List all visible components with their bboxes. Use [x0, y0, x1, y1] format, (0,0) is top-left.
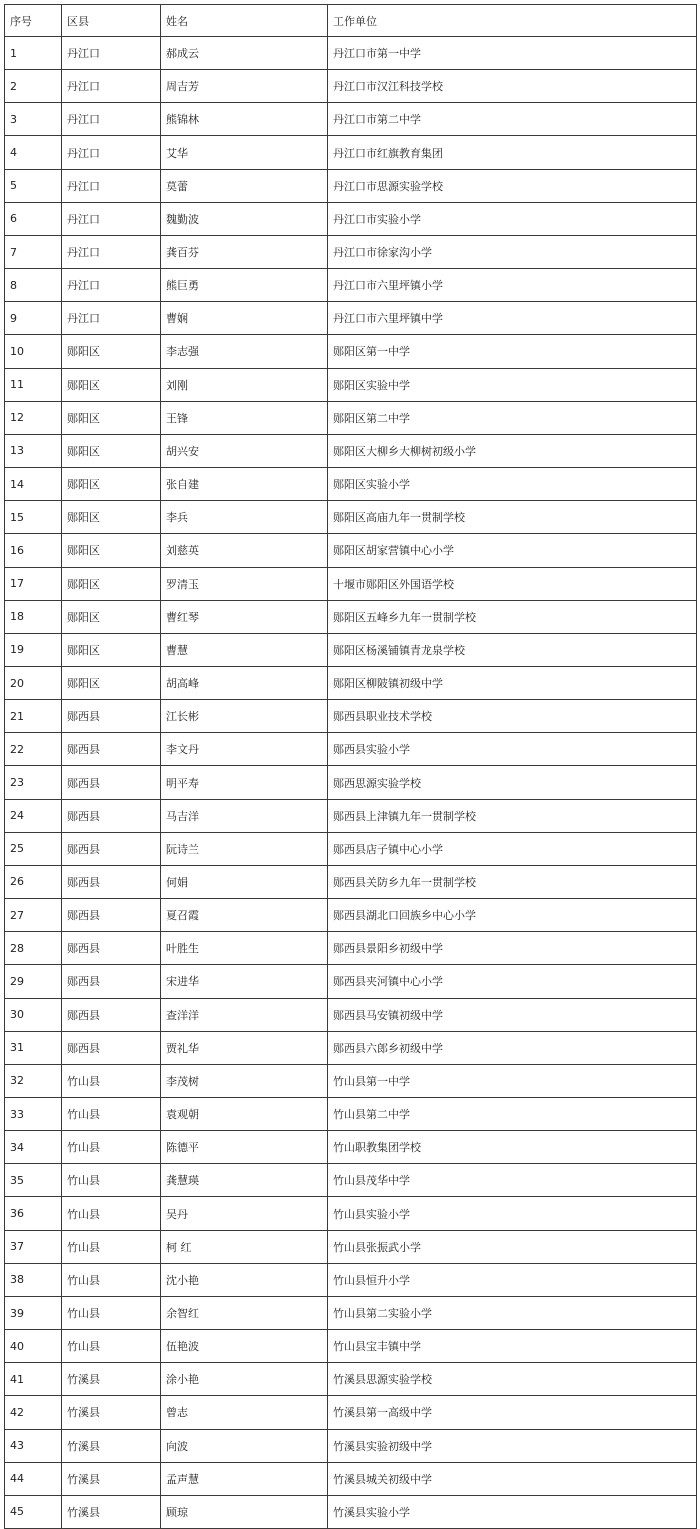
- row-index-cell: 19: [5, 633, 62, 666]
- table-row: [5, 633, 697, 666]
- table-row: [5, 1296, 697, 1329]
- district-cell: 竹溪县: [62, 1396, 161, 1429]
- district-cell: 丹江口: [62, 269, 161, 302]
- district-cell: 郧西县: [62, 865, 161, 898]
- district-cell: 竹溪县: [62, 1363, 161, 1396]
- table-row: [5, 600, 697, 633]
- table-row: [5, 799, 697, 832]
- workplace-cell: 竹山县实验小学: [328, 1197, 697, 1230]
- workplace-cell: 郧阳区胡家营镇中心小学: [328, 534, 697, 567]
- district-cell: 郧阳区: [62, 368, 161, 401]
- row-index-cell: 33: [5, 1098, 62, 1131]
- district-cell: 丹江口: [62, 37, 161, 70]
- district-cell: 竹山县: [62, 1064, 161, 1097]
- table-row: [5, 932, 697, 965]
- row-index-cell: 21: [5, 700, 62, 733]
- district-cell: 竹山县: [62, 1098, 161, 1131]
- district-cell: 郧西县: [62, 733, 161, 766]
- row-index-cell: 7: [5, 235, 62, 268]
- name-cell: 莫蕾: [161, 169, 328, 202]
- name-cell: 曹红琴: [161, 600, 328, 633]
- row-index-cell: 36: [5, 1197, 62, 1230]
- district-cell: 竹溪县: [62, 1495, 161, 1528]
- name-cell: 艾华: [161, 136, 328, 169]
- workplace-cell: 郧阳区第一中学: [328, 335, 697, 368]
- row-index-cell: 13: [5, 434, 62, 467]
- workplace-cell: 郧西县职业技术学校: [328, 700, 697, 733]
- name-cell: 熊锦林: [161, 103, 328, 136]
- name-cell: 胡兴安: [161, 434, 328, 467]
- table-row: [5, 1230, 697, 1263]
- row-index-cell: 37: [5, 1230, 62, 1263]
- name-cell: 涂小艳: [161, 1363, 328, 1396]
- name-cell: 向波: [161, 1429, 328, 1462]
- name-cell: 曾志: [161, 1396, 328, 1429]
- table-row: [5, 368, 697, 401]
- district-cell: 郧西县: [62, 965, 161, 998]
- district-cell: 郧西县: [62, 766, 161, 799]
- workplace-cell: 竹溪县实验小学: [328, 1495, 697, 1528]
- name-cell: 郝成云: [161, 37, 328, 70]
- district-cell: 郧阳区: [62, 666, 161, 699]
- workplace-cell: 丹江口市六里坪镇小学: [328, 269, 697, 302]
- district-cell: 竹山县: [62, 1230, 161, 1263]
- row-index-cell: 23: [5, 766, 62, 799]
- row-index-cell: 16: [5, 534, 62, 567]
- workplace-cell: 郧阳区杨溪铺镇青龙泉学校: [328, 633, 697, 666]
- workplace-cell: 丹江口市实验小学: [328, 202, 697, 235]
- name-cell: 孟声慧: [161, 1462, 328, 1495]
- district-cell: 郧西县: [62, 932, 161, 965]
- district-cell: 丹江口: [62, 302, 161, 335]
- name-cell: 宋进华: [161, 965, 328, 998]
- name-cell: 刘慈英: [161, 534, 328, 567]
- table-row: [5, 766, 697, 799]
- district-cell: 郧阳区: [62, 534, 161, 567]
- workplace-cell: 丹江口市第二中学: [328, 103, 697, 136]
- workplace-cell: 郧西县湖北口回族乡中心小学: [328, 899, 697, 932]
- name-cell: 柯 红: [161, 1230, 328, 1263]
- workplace-cell: 郧西县六郎乡初级中学: [328, 1031, 697, 1064]
- name-cell: 曹慧: [161, 633, 328, 666]
- row-index-cell: 8: [5, 269, 62, 302]
- name-cell: 王锋: [161, 401, 328, 434]
- table-row: [5, 1330, 697, 1363]
- row-index-cell: 39: [5, 1296, 62, 1329]
- district-cell: 丹江口: [62, 103, 161, 136]
- workplace-cell: 竹山县第二中学: [328, 1098, 697, 1131]
- workplace-cell: 丹江口市思源实验学校: [328, 169, 697, 202]
- workplace-cell: 郧西县景阳乡初级中学: [328, 932, 697, 965]
- name-cell: 叶胜生: [161, 932, 328, 965]
- table-row: [5, 401, 697, 434]
- table-row: [5, 865, 697, 898]
- row-index-cell: 15: [5, 501, 62, 534]
- row-index-cell: 29: [5, 965, 62, 998]
- workplace-cell: 丹江口市第一中学: [328, 37, 697, 70]
- district-cell: 郧西县: [62, 700, 161, 733]
- row-index-cell: 4: [5, 136, 62, 169]
- row-index-cell: 26: [5, 865, 62, 898]
- table-header-row: [5, 5, 697, 37]
- name-cell: 曹娴: [161, 302, 328, 335]
- name-cell: 吴丹: [161, 1197, 328, 1230]
- row-index-cell: 20: [5, 666, 62, 699]
- district-cell: 竹溪县: [62, 1462, 161, 1495]
- table-row: [5, 269, 697, 302]
- workplace-cell: 郧西县上津镇九年一贯制学校: [328, 799, 697, 832]
- workplace-cell: 竹溪县实验初级中学: [328, 1429, 697, 1462]
- district-cell: 郧阳区: [62, 335, 161, 368]
- row-index-cell: 24: [5, 799, 62, 832]
- table-row: [5, 302, 697, 335]
- header-workplace: 工作单位: [328, 5, 697, 37]
- district-cell: 郧阳区: [62, 501, 161, 534]
- row-index-cell: 2: [5, 70, 62, 103]
- district-cell: 郧西县: [62, 799, 161, 832]
- row-index-cell: 3: [5, 103, 62, 136]
- workplace-cell: 竹溪县思源实验学校: [328, 1363, 697, 1396]
- table-row: [5, 832, 697, 865]
- name-cell: 马吉洋: [161, 799, 328, 832]
- row-index-cell: 42: [5, 1396, 62, 1429]
- table-body: [5, 37, 697, 1529]
- table-row: [5, 70, 697, 103]
- header-index: 序号: [5, 5, 62, 37]
- district-cell: 郧西县: [62, 1031, 161, 1064]
- district-cell: 丹江口: [62, 136, 161, 169]
- row-index-cell: 17: [5, 567, 62, 600]
- workplace-cell: 丹江口市六里坪镇中学: [328, 302, 697, 335]
- name-cell: 查洋洋: [161, 998, 328, 1031]
- district-cell: 竹山县: [62, 1164, 161, 1197]
- row-index-cell: 40: [5, 1330, 62, 1363]
- row-index-cell: 11: [5, 368, 62, 401]
- name-cell: 魏勤波: [161, 202, 328, 235]
- workplace-cell: 丹江口市红旗教育集团: [328, 136, 697, 169]
- district-cell: 郧阳区: [62, 434, 161, 467]
- row-index-cell: 45: [5, 1495, 62, 1528]
- row-index-cell: 1: [5, 37, 62, 70]
- row-index-cell: 6: [5, 202, 62, 235]
- workplace-cell: 郧西县马安镇初级中学: [328, 998, 697, 1031]
- row-index-cell: 32: [5, 1064, 62, 1097]
- table-row: [5, 1098, 697, 1131]
- table-row: [5, 1462, 697, 1495]
- row-index-cell: 22: [5, 733, 62, 766]
- workplace-cell: 竹山县第二实验小学: [328, 1296, 697, 1329]
- table-row: [5, 1495, 697, 1528]
- workplace-cell: 十堰市郧阳区外国语学校: [328, 567, 697, 600]
- name-cell: 阮诗兰: [161, 832, 328, 865]
- name-cell: 明平寿: [161, 766, 328, 799]
- table-row: [5, 434, 697, 467]
- workplace-cell: 竹山县宝丰镇中学: [328, 1330, 697, 1363]
- table-row: [5, 1064, 697, 1097]
- name-cell: 夏召霞: [161, 899, 328, 932]
- table-row: [5, 1197, 697, 1230]
- district-cell: 竹山县: [62, 1131, 161, 1164]
- district-cell: 丹江口: [62, 70, 161, 103]
- workplace-cell: 竹山县茂华中学: [328, 1164, 697, 1197]
- name-cell: 龚百芬: [161, 235, 328, 268]
- row-index-cell: 34: [5, 1131, 62, 1164]
- workplace-cell: 竹山职教集团学校: [328, 1131, 697, 1164]
- workplace-cell: 竹溪县城关初级中学: [328, 1462, 697, 1495]
- workplace-cell: 丹江口市汉江科技学校: [328, 70, 697, 103]
- name-cell: 袁观朝: [161, 1098, 328, 1131]
- table-row: [5, 1363, 697, 1396]
- table-row: [5, 1263, 697, 1296]
- name-cell: 李文丹: [161, 733, 328, 766]
- row-index-cell: 43: [5, 1429, 62, 1462]
- workplace-cell: 竹山县第一中学: [328, 1064, 697, 1097]
- row-index-cell: 27: [5, 899, 62, 932]
- district-cell: 郧阳区: [62, 401, 161, 434]
- table-row: [5, 567, 697, 600]
- table-row: [5, 700, 697, 733]
- table-row: [5, 37, 697, 70]
- name-cell: 李志强: [161, 335, 328, 368]
- district-cell: 丹江口: [62, 235, 161, 268]
- table-row: [5, 501, 697, 534]
- table-row: [5, 733, 697, 766]
- name-cell: 顾琼: [161, 1495, 328, 1528]
- workplace-cell: 竹山县张振武小学: [328, 1230, 697, 1263]
- row-index-cell: 14: [5, 468, 62, 501]
- table-row: [5, 1429, 697, 1462]
- workplace-cell: 郧阳区高庙九年一贯制学校: [328, 501, 697, 534]
- table-row: [5, 1131, 697, 1164]
- row-index-cell: 10: [5, 335, 62, 368]
- table-row: [5, 965, 697, 998]
- workplace-cell: 郧西县实验小学: [328, 733, 697, 766]
- workplace-cell: 丹江口市徐家沟小学: [328, 235, 697, 268]
- name-cell: 龚慧瑛: [161, 1164, 328, 1197]
- table-row: [5, 468, 697, 501]
- name-cell: 江长彬: [161, 700, 328, 733]
- table-row: [5, 136, 697, 169]
- district-cell: 竹山县: [62, 1263, 161, 1296]
- district-cell: 郧阳区: [62, 633, 161, 666]
- table-row: [5, 998, 697, 1031]
- table-row: [5, 1164, 697, 1197]
- workplace-cell: 郧西县店子镇中心小学: [328, 832, 697, 865]
- header-name: 姓名: [161, 5, 328, 37]
- table-row: [5, 666, 697, 699]
- district-cell: 郧西县: [62, 832, 161, 865]
- name-cell: 罗清玉: [161, 567, 328, 600]
- row-index-cell: 12: [5, 401, 62, 434]
- name-cell: 胡高峰: [161, 666, 328, 699]
- table-row: [5, 235, 697, 268]
- workplace-cell: 竹山县恒升小学: [328, 1263, 697, 1296]
- workplace-cell: 郧西县夹河镇中心小学: [328, 965, 697, 998]
- name-cell: 何娟: [161, 865, 328, 898]
- district-cell: 竹山县: [62, 1296, 161, 1329]
- row-index-cell: 9: [5, 302, 62, 335]
- row-index-cell: 5: [5, 169, 62, 202]
- workplace-cell: 郧阳区实验小学: [328, 468, 697, 501]
- table-row: [5, 169, 697, 202]
- name-cell: 贾礼华: [161, 1031, 328, 1064]
- table-row: [5, 202, 697, 235]
- row-index-cell: 31: [5, 1031, 62, 1064]
- row-index-cell: 38: [5, 1263, 62, 1296]
- table-row: [5, 534, 697, 567]
- table-row: [5, 1031, 697, 1064]
- district-cell: 丹江口: [62, 169, 161, 202]
- workplace-cell: 郧西县关防乡九年一贯制学校: [328, 865, 697, 898]
- workplace-cell: 郧阳区大柳乡大柳树初级小学: [328, 434, 697, 467]
- workplace-cell: 郧阳区第二中学: [328, 401, 697, 434]
- workplace-cell: 郧阳区实验中学: [328, 368, 697, 401]
- name-cell: 熊巨勇: [161, 269, 328, 302]
- district-cell: 郧阳区: [62, 600, 161, 633]
- workplace-cell: 竹溪县第一高级中学: [328, 1396, 697, 1429]
- workplace-cell: 郧阳区柳陂镇初级中学: [328, 666, 697, 699]
- district-cell: 郧阳区: [62, 468, 161, 501]
- row-index-cell: 25: [5, 832, 62, 865]
- name-cell: 李兵: [161, 501, 328, 534]
- table-row: [5, 1396, 697, 1429]
- district-cell: 郧西县: [62, 998, 161, 1031]
- row-index-cell: 35: [5, 1164, 62, 1197]
- name-cell: 刘刚: [161, 368, 328, 401]
- name-cell: 沈小艳: [161, 1263, 328, 1296]
- name-cell: 周吉芳: [161, 70, 328, 103]
- name-cell: 李茂树: [161, 1064, 328, 1097]
- name-cell: 伍艳波: [161, 1330, 328, 1363]
- row-index-cell: 28: [5, 932, 62, 965]
- district-cell: 竹山县: [62, 1197, 161, 1230]
- table-row: [5, 899, 697, 932]
- teacher-list-table: [4, 4, 697, 1529]
- row-index-cell: 41: [5, 1363, 62, 1396]
- row-index-cell: 44: [5, 1462, 62, 1495]
- name-cell: 张自建: [161, 468, 328, 501]
- district-cell: 竹山县: [62, 1330, 161, 1363]
- workplace-cell: 郧西思源实验学校: [328, 766, 697, 799]
- district-cell: 丹江口: [62, 202, 161, 235]
- district-cell: 竹溪县: [62, 1429, 161, 1462]
- district-cell: 郧西县: [62, 899, 161, 932]
- workplace-cell: 郧阳区五峰乡九年一贯制学校: [328, 600, 697, 633]
- name-cell: 陈德平: [161, 1131, 328, 1164]
- row-index-cell: 18: [5, 600, 62, 633]
- row-index-cell: 30: [5, 998, 62, 1031]
- header-district: 区县: [62, 5, 161, 37]
- district-cell: 郧阳区: [62, 567, 161, 600]
- table-row: [5, 335, 697, 368]
- table-row: [5, 103, 697, 136]
- name-cell: 余智红: [161, 1296, 328, 1329]
